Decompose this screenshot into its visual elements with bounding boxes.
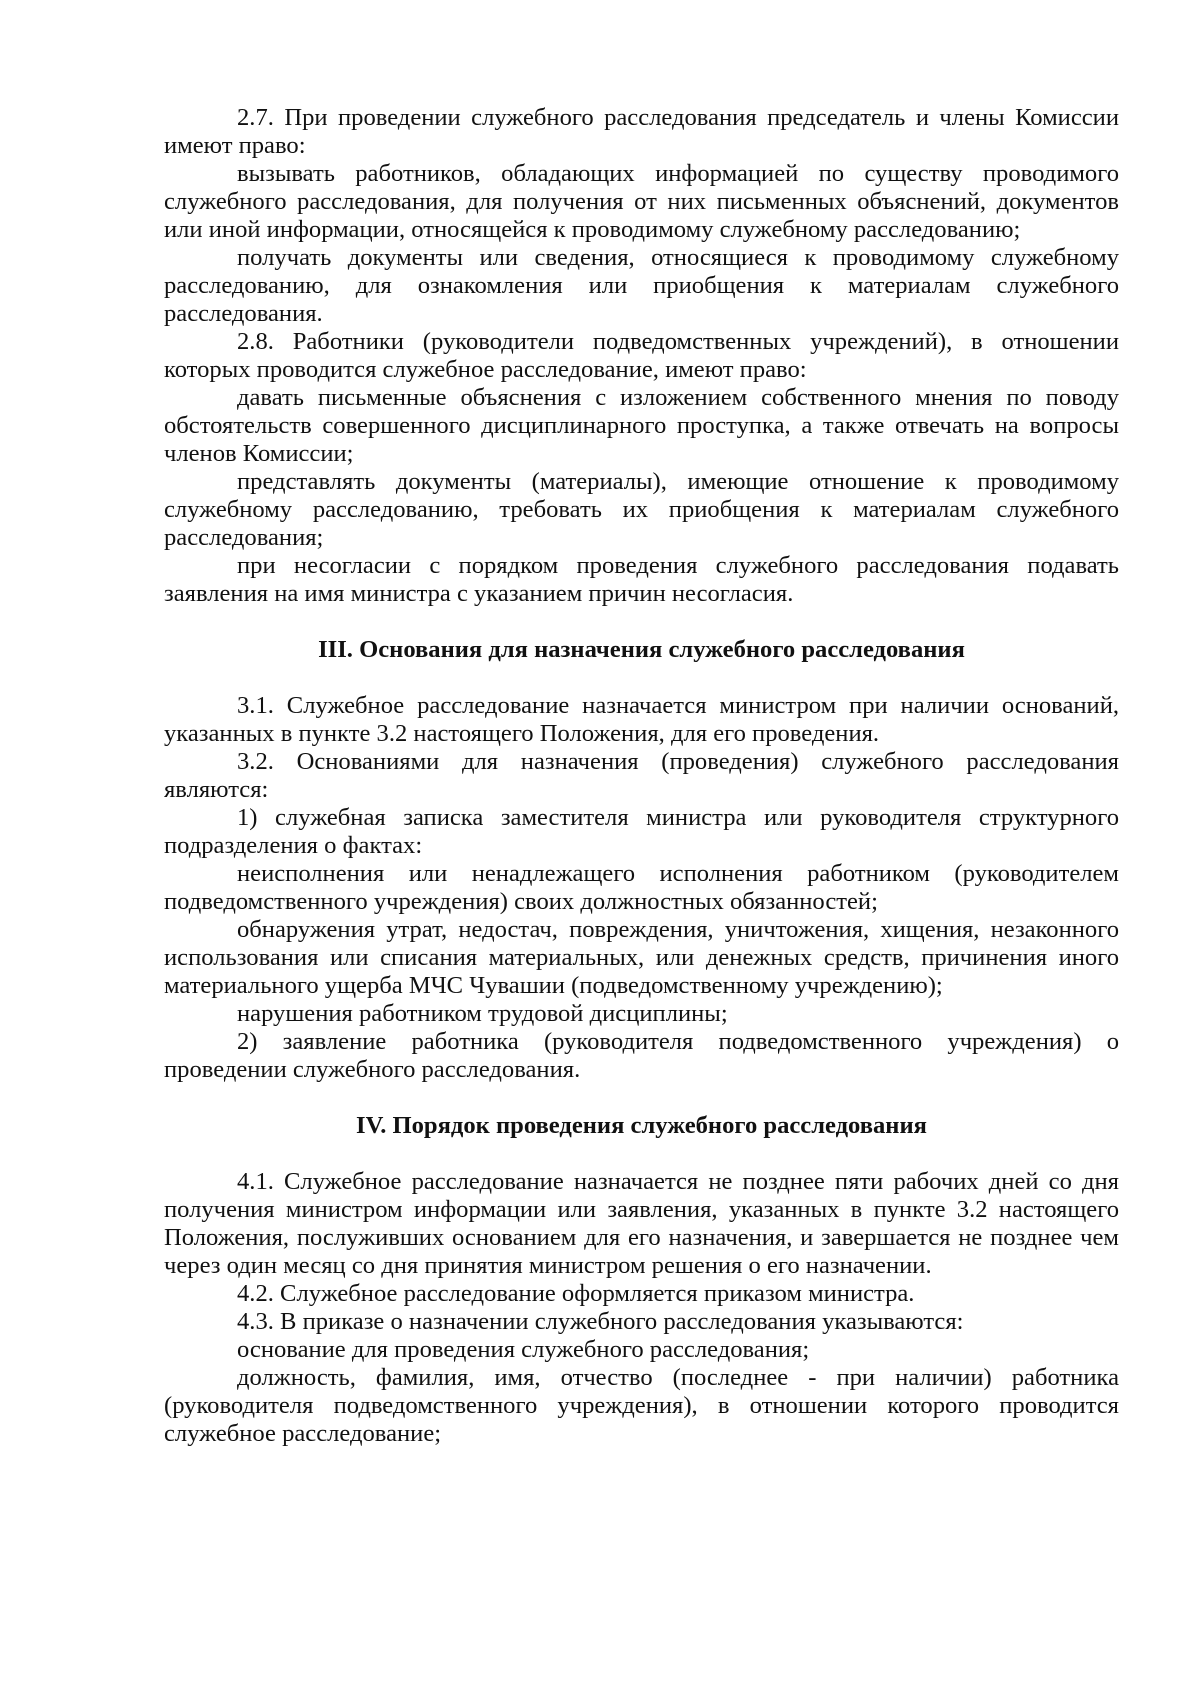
- paragraph-3-2-fact-3: нарушения работником трудовой дисциплины;: [237, 1000, 728, 1027]
- paragraph-2-7: 2.7. При проведении служебного расследования председатель и члены Комиссии имеют право:: [164, 104, 1119, 159]
- paragraph-4-3: 4.3. В приказе о назначении служебного расследования указываются:: [237, 1308, 964, 1335]
- paragraph-2-8: 2.8. Работники (руководители подведомственных учреждений), в отношении которых проводится служебное расследование, имеют право:: [164, 328, 1119, 383]
- document-page: [164, 104, 1119, 1448]
- paragraph-4-3-item-2: должность, фамилия, имя, отчество (последнее - при наличии) работника (руководителя подведомственного учреждения), в отношении которого проводится служебное расследование;: [164, 1364, 1119, 1447]
- paragraph-2-8-right-1: давать письменные объяснения с изложением собственного мнения по поводу обстоятельств совершенного дисциплинарного проступка, а также отвечать на вопросы членов Комиссии;: [164, 384, 1119, 467]
- paragraph-4-3-item-1: основание для проведения служебного расследования;: [237, 1336, 810, 1363]
- paragraph-2-8-right-3: при несогласии с порядком проведения служебного расследования подавать заявления на имя министра с указанием причин несогласия.: [164, 552, 1119, 607]
- paragraph-3-2-item-1: 1) служебная записка заместителя министра или руководителя структурного подразделения о фактах:: [164, 804, 1119, 859]
- section-4-heading: IV. Порядок проведения служебного расследования: [356, 1112, 927, 1139]
- paragraph-3-2: 3.2. Основаниями для назначения (проведения) служебного расследования являются:: [164, 748, 1119, 803]
- paragraph-2-7-right-2: получать документы или сведения, относящиеся к проводимому служебному расследованию, для ознакомления или приобщения к материалам служебного расследования.: [164, 244, 1119, 327]
- paragraph-3-1: 3.1. Служебное расследование назначается министром при наличии оснований, указанных в пункте 3.2 настоящего Положения, для его проведения.: [164, 692, 1119, 747]
- paragraph-4-1: 4.1. Служебное расследование назначается не позднее пяти рабочих дней со дня получения министром информации или заявления, указанных в пункте 3.2 настоящего Положения, послуживших основанием для его назначения, и завершается не позднее чем через один месяц со дня принятия министром решения о его назначении.: [164, 1168, 1119, 1279]
- paragraph-2-8-right-2: представлять документы (материалы), имеющие отношение к проводимому служебному расследованию, требовать их приобщения к материалам служебного расследования;: [164, 468, 1119, 551]
- paragraph-3-2-item-2: 2) заявление работника (руководителя подведомственного учреждения) о проведении служебного расследования.: [164, 1028, 1119, 1083]
- paragraph-3-2-fact-1: неисполнения или ненадлежащего исполнения работником (руководителем подведомственного учреждения) своих должностных обязанностей;: [164, 860, 1119, 915]
- paragraph-3-2-fact-2: обнаружения утрат, недостач, повреждения, уничтожения, хищения, незаконного использования или списания материальных, или денежных средств, причинения иного материального ущерба МЧС Чувашии (подведомственному учреждению);: [164, 916, 1119, 999]
- paragraph-4-2: 4.2. Служебное расследование оформляется приказом министра.: [237, 1280, 915, 1307]
- paragraph-2-7-right-1: вызывать работников, обладающих информацией по существу проводимого служебного расследования, для получения от них письменных объяснений, документов или иной информации, относящейся к проводимому служебному расследованию;: [164, 160, 1119, 243]
- section-3-heading: III. Основания для назначения служебного расследования: [318, 636, 965, 663]
